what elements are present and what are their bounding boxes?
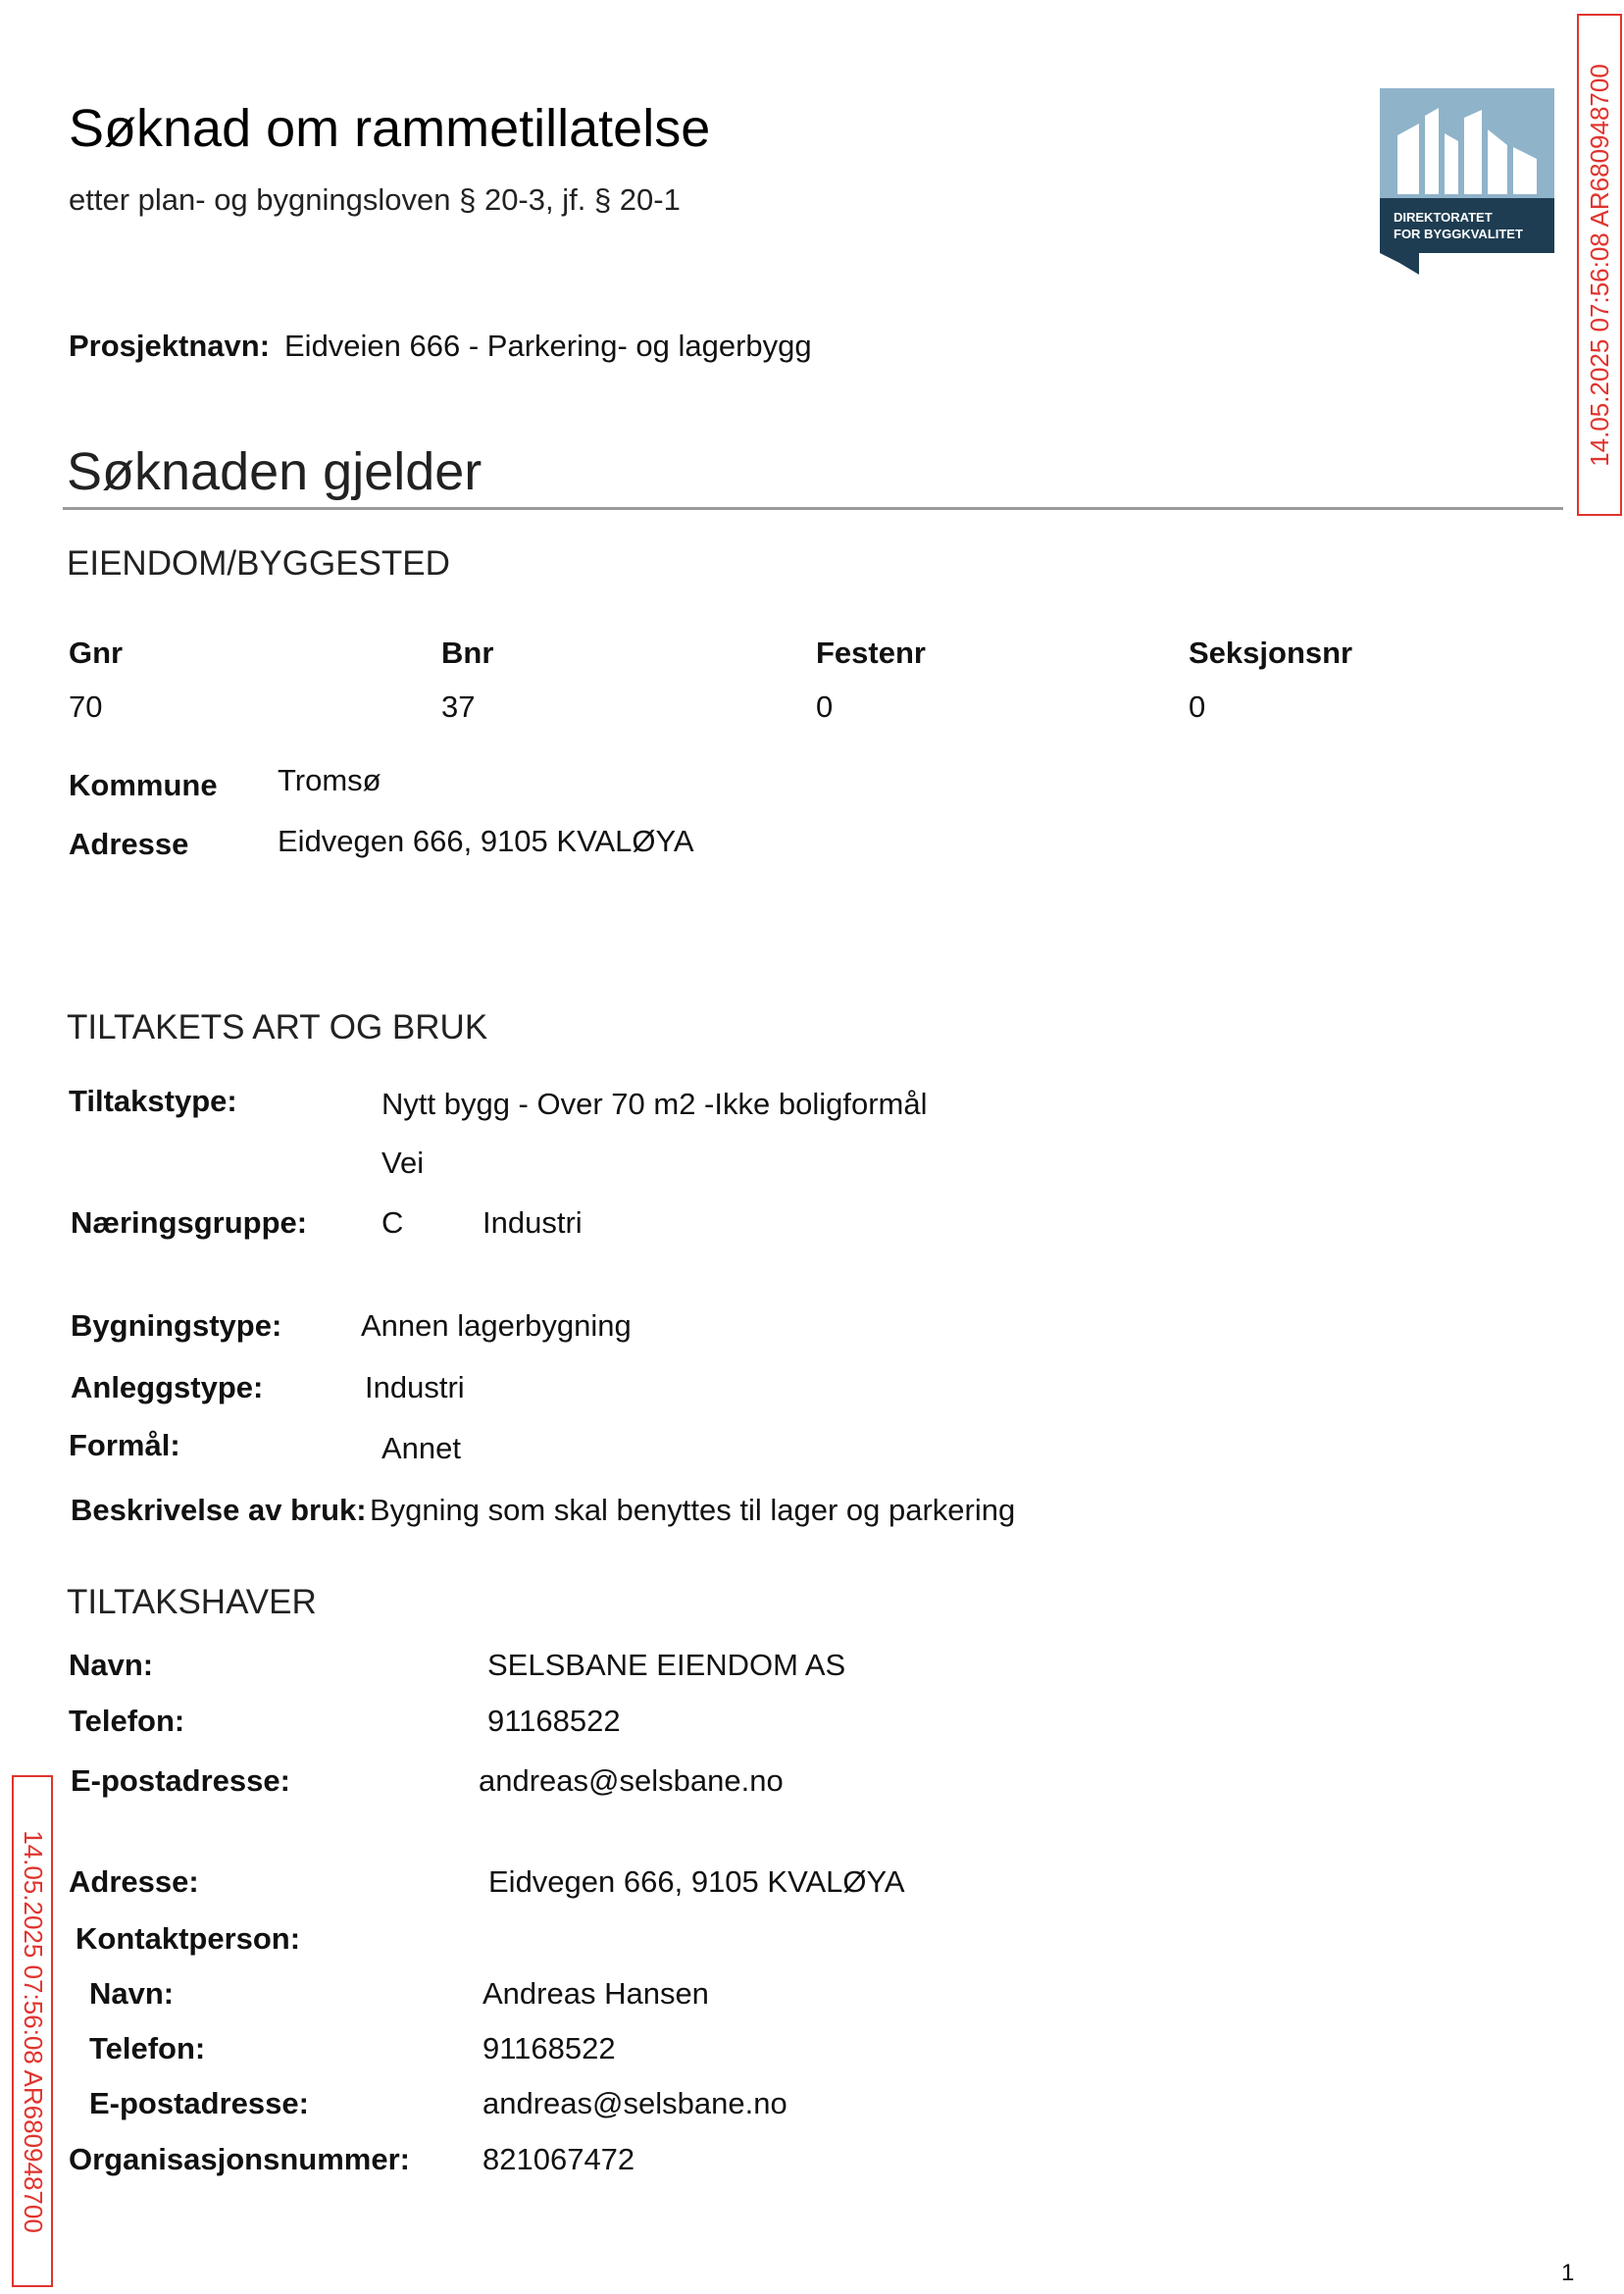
bygningstype-value: Annen lagerbygning [361,1308,632,1343]
property-column-bnr: Bnr [441,636,494,670]
beskrivelse-value: Bygning som skal benyttes til lager og parkering [370,1493,1016,1527]
timestamp-stamp-left [12,1775,53,2287]
beskrivelse-label: Beskrivelse av bruk: [71,1493,367,1527]
kommune-label: Kommune [69,768,218,802]
kontakt-telefon-label: Telefon: [89,2031,206,2065]
property-value-festenr: 0 [816,689,834,724]
stamp-text-right: 14.05.2025 07:56:08 AR680948700 [1584,63,1614,467]
tiltakstype-label: Tiltakstype: [69,1084,237,1118]
logo-graphic [1380,88,1554,275]
section-heading: Søknaden gjelder [67,442,482,501]
tiltakshaver-heading: TILTAKSHAVER [67,1583,317,1621]
organisasjonsnummer-value: 821067472 [482,2142,635,2176]
adresse-label: Adresse [69,827,189,861]
section-divider [63,507,1563,510]
anleggstype-value: Industri [365,1370,465,1404]
naeringsgruppe-value: Industri [482,1205,583,1240]
property-column-seksjonsnr: Seksjonsnr [1189,636,1353,670]
kontakt-navn-value: Andreas Hansen [482,1976,709,2011]
logo-text-line1: DIREKTORATET [1394,210,1493,225]
naeringsgruppe-label: Næringsgruppe: [71,1205,308,1240]
formal-value: Annet [381,1431,462,1465]
tiltakshaver-adresse-value: Eidvegen 666, 9105 KVALØYA [488,1864,905,1899]
naeringsgruppe-code: C [381,1205,404,1240]
project-value: Eidveien 666 - Parkering- og lagerbygg [284,329,812,363]
tiltakshaver-telefon-value: 91168522 [487,1704,621,1738]
tiltakshaver-navn-label: Navn: [69,1648,154,1682]
property-value-seksjonsnr: 0 [1189,689,1206,724]
adresse-value: Eidvegen 666, 9105 KVALØYA [278,824,694,858]
property-value-bnr: 37 [441,689,476,724]
kommune-value: Tromsø [278,763,381,797]
kontakt-navn-label: Navn: [89,1976,175,2011]
stamp-text-left: 14.05.2025 07:56:08 AR680948700 [18,1829,48,2233]
kontaktperson-label: Kontaktperson: [76,1921,301,1956]
organisasjonsnummer-label: Organisasjonsnummer: [69,2142,410,2176]
tiltakstype-value-1: Nytt bygg - Over 70 m2 -Ikke boligformål [381,1087,928,1121]
bygningstype-label: Bygningstype: [71,1308,282,1343]
formal-label: Formål: [69,1428,180,1462]
document-title: Søknad om rammetillatelse [69,99,711,158]
anleggstype-label: Anleggstype: [71,1370,264,1404]
property-value-gnr: 70 [69,689,103,724]
tiltak-heading: TILTAKETS ART OG BRUK [67,1008,488,1046]
property-column-festenr: Festenr [816,636,926,670]
property-column-gnr: Gnr [69,636,124,670]
logo-text-line2: FOR BYGGKVALITET [1394,227,1523,241]
kontakt-telefon-value: 91168522 [482,2031,616,2065]
dibk-logo [1380,88,1554,275]
tiltakshaver-epost-label: E-postadresse: [71,1763,290,1798]
tiltakshaver-epost-value: andreas@selsbane.no [479,1763,784,1798]
tiltakstype-value-2: Vei [381,1146,425,1180]
timestamp-stamp-right [1577,14,1622,516]
tiltakshaver-adresse-label: Adresse: [69,1864,199,1899]
kontakt-epost-value: andreas@selsbane.no [482,2086,787,2120]
property-heading: EIENDOM/BYGGESTED [67,544,450,583]
tiltakshaver-telefon-label: Telefon: [69,1704,185,1738]
document-subtitle: etter plan- og bygningsloven § 20-3, jf. § 20-1 [69,182,681,217]
kontakt-epost-label: E-postadresse: [89,2086,309,2120]
tiltakshaver-navn-value: SELSBANE EIENDOM AS [487,1648,846,1682]
project-label: Prosjektnavn: [69,329,271,363]
page-number: 1 [1561,2260,1575,2286]
